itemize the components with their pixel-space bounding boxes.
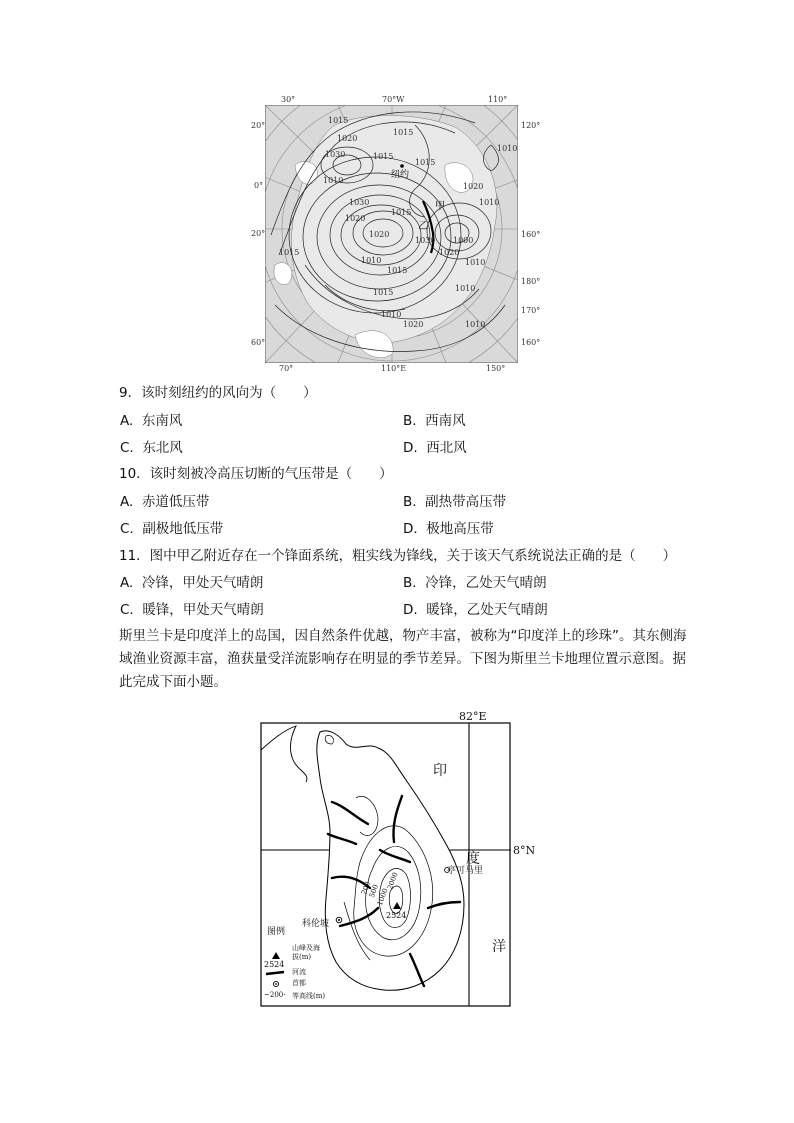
coord-label: 60° <box>251 338 266 347</box>
legend-peak-sample: 2524 <box>264 960 285 969</box>
isobar-label: 1015 <box>391 208 412 217</box>
option-key: B. <box>403 494 417 510</box>
coord-label: 110°E <box>381 364 407 373</box>
option-key: D. <box>403 521 418 537</box>
q9-option-b[interactable] <box>403 412 466 430</box>
isobar-label: 1000 <box>453 236 474 245</box>
q9-option-a[interactable] <box>120 412 182 430</box>
q10-option-c[interactable] <box>120 520 223 538</box>
option-key: C. <box>120 602 134 618</box>
question-10-stem: 10．该时刻被冷高压切断的气压带是（ ） <box>119 466 393 482</box>
isobar-label: 1030 <box>349 198 370 207</box>
q11-option-d[interactable] <box>403 601 548 619</box>
isobar-label: 1010 <box>323 176 344 185</box>
question-11-stem: 11．图中甲乙附近存在一个锋面系统，粗实线为锋线，关于该天气系统说法正确的是（ ） <box>119 548 677 564</box>
option-text: 暖锋，甲处天气晴朗 <box>142 602 264 618</box>
option-key: A. <box>120 413 134 429</box>
coord-label: 0° <box>254 181 264 190</box>
sri-lanka-passage: 斯里兰卡是印度洋上的岛国，因自然条件优越，物产丰富，被称为“印度洋上的珍珠”。其东侧海域渔业资源丰富，渔获量受洋流影响存在明显的季节差异。下图为斯里兰卡地理位置示意图。据此完成下面小题。 <box>119 628 687 690</box>
contour-label: 200 <box>360 880 373 896</box>
coord-label: 180° <box>521 277 541 286</box>
yi-label: 乙 <box>418 221 428 232</box>
option-key: C. <box>120 440 134 456</box>
coord-label: 70°W <box>382 95 405 104</box>
q10-option-d[interactable] <box>403 520 494 538</box>
colombo-capital-dot <box>338 919 340 921</box>
option-text: 副热带高压带 <box>425 494 507 510</box>
latitude-label: 8°N <box>513 844 536 857</box>
legend-river-label: 河流 <box>292 968 306 976</box>
city-label-trincomalee: 亭可马里 <box>447 866 484 876</box>
coord-label: 170° <box>521 306 541 315</box>
question-9-stem: 9．该时刻纽约的风向为（ ） <box>119 385 317 401</box>
option-key: B. <box>403 413 417 429</box>
isobar-label: 1010 <box>479 198 500 207</box>
option-text: 暖锋，乙处天气晴朗 <box>426 602 548 618</box>
option-text: 极地高压带 <box>426 521 494 537</box>
ocean-label-1: 印 <box>433 763 447 779</box>
legend-title: 图例 <box>267 927 286 937</box>
isobar-label: 1010 <box>465 258 486 267</box>
q11-option-a[interactable] <box>120 574 263 592</box>
longitude-label: 82°E <box>459 710 487 723</box>
option-key: B. <box>403 575 417 591</box>
coord-label: 30° <box>281 95 296 104</box>
legend-capital-dot <box>275 983 277 985</box>
isobar-label: 1010 <box>455 284 476 293</box>
isobar-label: 1020 <box>403 320 424 329</box>
coord-label: 20° <box>251 121 266 130</box>
isobar-label: 1015 <box>415 158 436 167</box>
coord-label: 150° <box>486 364 506 373</box>
isobar-label: 1020 <box>369 230 390 239</box>
ocean-label-3: 洋 <box>492 939 506 955</box>
newyork-marker <box>400 164 404 168</box>
legend-contour-value: 200 <box>269 991 284 999</box>
isobar-label: 1010 <box>381 310 402 319</box>
jia-label: 甲 <box>435 201 445 212</box>
option-text: 东南风 <box>141 413 183 429</box>
isobar-label: 1015 <box>328 116 349 125</box>
city-label-colombo: 科伦坡 <box>302 919 330 929</box>
isobar-label: 1010 <box>465 320 486 329</box>
peak-elevation-label: 2524 <box>386 911 407 920</box>
q9-option-d[interactable] <box>403 439 467 457</box>
legend-peak-label: 山峰及海拔(m) <box>292 944 320 961</box>
option-key: C. <box>120 521 134 537</box>
q11-option-c[interactable] <box>120 601 264 619</box>
coord-label: 70° <box>279 364 294 373</box>
legend-contour-sample: ~200· <box>264 991 286 999</box>
option-key: A. <box>120 494 134 510</box>
option-key: D. <box>403 440 418 456</box>
isobar-label: 1030 <box>325 150 346 159</box>
isobar-label: 1015 <box>393 128 414 137</box>
ocean-label-2: 度 <box>466 851 480 867</box>
q10-option-a[interactable] <box>120 493 209 511</box>
option-text: 西北风 <box>426 440 467 456</box>
isobar-label: 1015 <box>373 288 394 297</box>
coord-label: 160° <box>521 230 541 239</box>
isobar-label: 1010 <box>497 144 518 153</box>
contour-label: 2000 <box>386 871 400 891</box>
coord-label: 110° <box>488 95 508 104</box>
isobar-label: 1020 <box>345 214 366 223</box>
contour-label: 1000 <box>376 887 390 907</box>
isobar-label: 1030 <box>415 236 436 245</box>
contour-label: 500 <box>368 883 381 899</box>
option-text: 西南风 <box>425 413 466 429</box>
legend-contour-label: 等高线(m) <box>292 992 326 1000</box>
coord-label: 120° <box>521 121 541 130</box>
legend-capital-label: 首都 <box>292 979 306 987</box>
coord-label: 20° <box>251 229 266 238</box>
option-key: A. <box>120 575 134 591</box>
isobar-label: 1015 <box>387 266 408 275</box>
option-text: 副极地低压带 <box>142 521 224 537</box>
isobar-label: 1015 <box>279 248 300 257</box>
option-text: 冷锋，甲处天气晴朗 <box>141 575 264 591</box>
q9-option-c[interactable] <box>120 439 183 457</box>
isobar-label: 1010 <box>361 256 382 265</box>
option-text: 东北风 <box>142 440 183 456</box>
isobar-label: 1020 <box>337 134 358 143</box>
option-text: 冷锋，乙处天气晴朗 <box>425 575 547 591</box>
q11-option-b[interactable] <box>403 574 547 592</box>
polar-isobar-map <box>265 105 518 363</box>
isobar-label: 1020 <box>439 248 460 257</box>
option-key: D. <box>403 602 418 618</box>
q10-option-b[interactable] <box>403 493 506 511</box>
polar-isobar-map-svg <box>265 105 518 363</box>
coord-label: 160° <box>521 338 541 347</box>
isobar-label: 1015 <box>373 152 394 161</box>
newyork-label: 纽约 <box>391 170 410 180</box>
isobar-label: 1020 <box>463 182 484 191</box>
option-text: 赤道低压带 <box>141 494 210 510</box>
